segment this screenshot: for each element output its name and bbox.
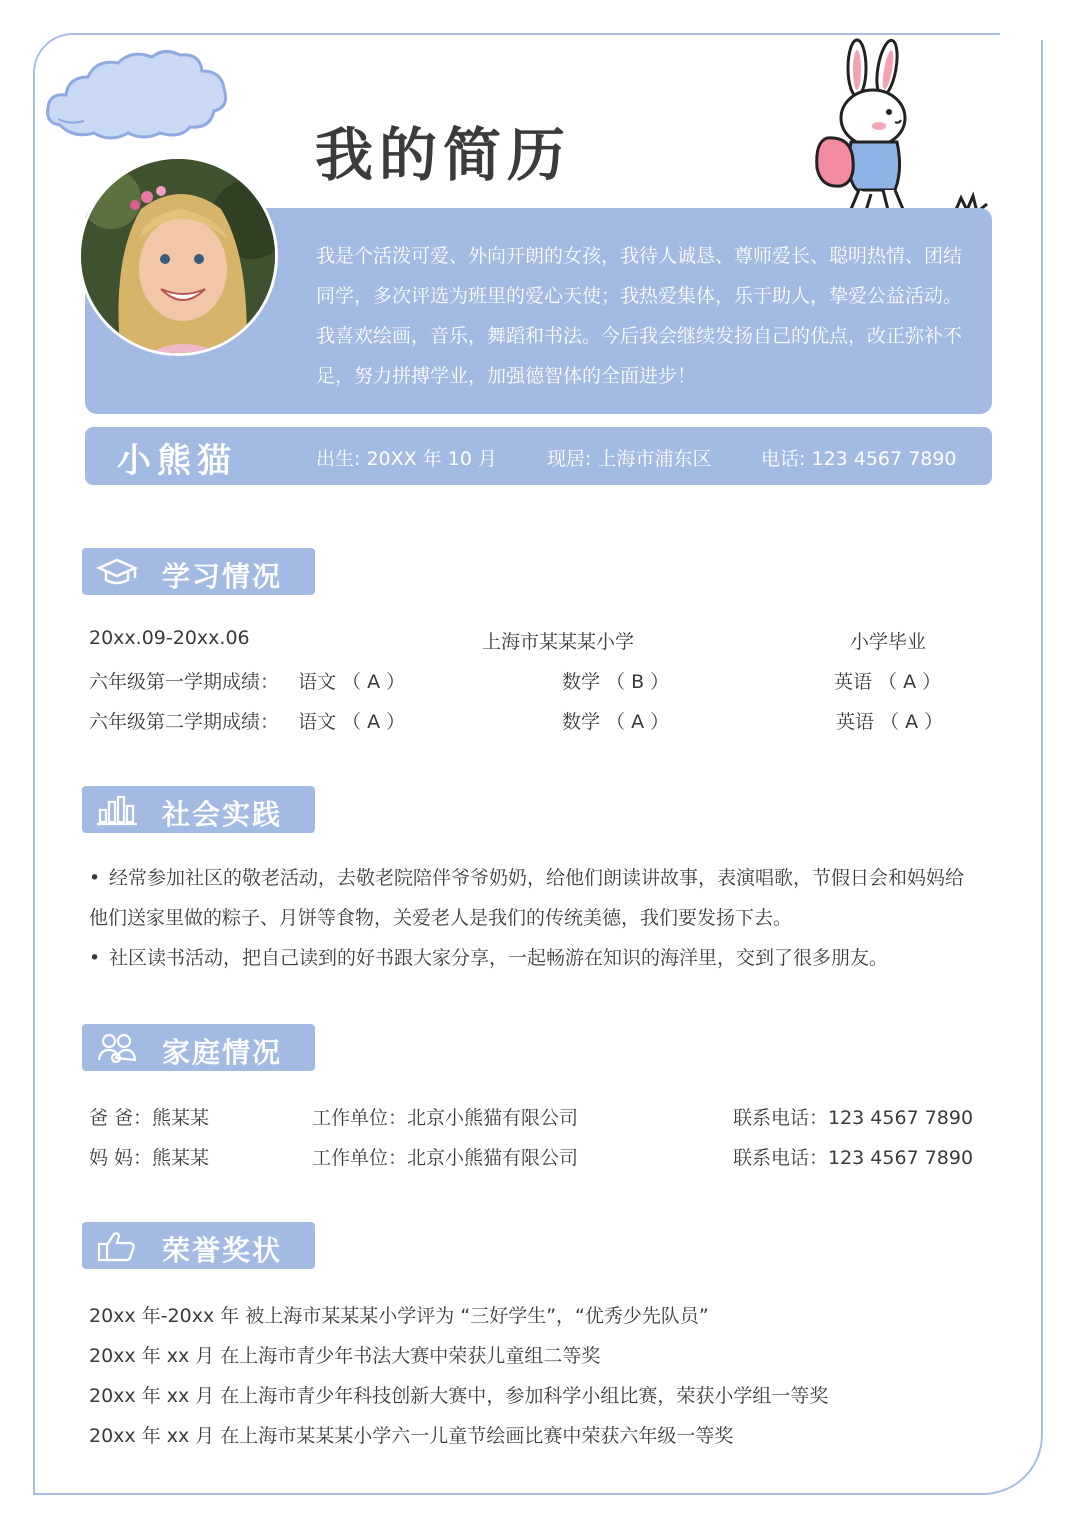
family-mother-relation: 妈 妈：熊某某	[89, 1147, 210, 1169]
residence-info: 现居: 上海市浦东区	[547, 448, 712, 470]
people-icon	[96, 1032, 138, 1064]
honor-item-4: 20xx 年 xx 月 在上海市某某某小学六一儿童节绘画比赛中荣获六年级一等奖	[89, 1425, 734, 1447]
term2-chinese: 语文 （ A ）	[298, 711, 406, 733]
family-father-phone: 联系电话：123 4567 7890	[733, 1107, 974, 1129]
birth-info: 出生: 20XX 年 10 月	[316, 448, 497, 470]
family-father-work: 工作单位：北京小熊猫有限公司	[312, 1107, 579, 1129]
term2-label: 六年级第二学期成绩：	[89, 711, 280, 733]
intro-text: 我是个活泼可爱、外向开朗的女孩，我待人诚恳、尊师爱长、聪明热情、团结同学，多次评选为班里的爱心天使；我热爱集体，乐于助人，挚爱公益活动。我喜欢绘画，音乐，舞蹈和书法。今后我会继续发扬自己的优点，改正弥补不足，努力拼搏学业，加强德智体的全面进步！	[316, 245, 963, 387]
student-name: 小熊猫	[117, 441, 237, 481]
section-practice-title: 社会实践	[162, 798, 283, 831]
section-honors-title: 荣誉奖状	[162, 1234, 283, 1267]
cloud-icon	[40, 45, 240, 145]
bunny-icon	[805, 38, 995, 220]
term1-chinese: 语文 （ A ）	[298, 671, 406, 693]
graduation-cap-icon	[96, 556, 138, 588]
education-school: 上海市某某某小学	[482, 631, 635, 653]
portrait-image	[81, 159, 278, 356]
frame-gap	[1000, 20, 1060, 40]
practice-item-2	[89, 938, 979, 978]
section-education-title: 学习情况	[162, 560, 283, 593]
section-honors-header	[82, 1222, 315, 1269]
section-practice-header	[82, 786, 315, 833]
section-family-header	[82, 1024, 315, 1071]
term1-english: 英语 （ A ）	[834, 671, 942, 693]
bullet: •	[89, 947, 101, 969]
honor-item-1: 20xx 年-20xx 年 被上海市某某某小学评为 “三好学生”，“优秀少先队员”	[89, 1305, 709, 1327]
term2-math: 数学 （ A ）	[562, 711, 670, 733]
honor-item-2: 20xx 年 xx 月 在上海市青少年书法大赛中荣获儿童组二等奖	[89, 1345, 601, 1367]
profile-bar	[85, 427, 992, 485]
section-family-title: 家庭情况	[162, 1036, 283, 1069]
education-period: 20xx.09-20xx.06	[89, 627, 250, 649]
thumbs-up-icon	[96, 1230, 138, 1262]
page-title: 我的简历	[315, 121, 572, 189]
term1-math: 数学 （ B ）	[562, 671, 670, 693]
family-mother-work: 工作单位：北京小熊猫有限公司	[312, 1147, 579, 1169]
honor-item-3: 20xx 年 xx 月 在上海市青少年科技创新大赛中，参加科学小组比赛，荣获小学组一等奖	[89, 1385, 829, 1407]
phone-info: 电话: 123 4567 7890	[761, 448, 957, 470]
bar-chart-icon	[96, 794, 138, 826]
education-status: 小学毕业	[850, 631, 927, 653]
family-mother-phone: 联系电话：123 4567 7890	[733, 1147, 974, 1169]
bullet: •	[89, 867, 101, 889]
family-father-relation: 爸 爸：熊某某	[89, 1107, 210, 1129]
practice-item-1-text: 经常参加社区的敬老活动，去敬老院陪伴爷爷奶奶，给他们朗读讲故事，表演唱歌，节假日会和妈妈给他们送家里做的粽子、月饼等食物，关爱老人是我们的传统美德，我们要发扬下去。	[89, 867, 965, 929]
practice-item-2-text: 社区读书活动，把自己读到的好书跟大家分享，一起畅游在知识的海洋里，交到了很多朋友。	[109, 947, 889, 969]
avatar	[78, 156, 278, 356]
term1-label: 六年级第一学期成绩：	[89, 671, 280, 693]
practice-item-1	[89, 858, 979, 938]
term2-english: 英语 （ A ）	[836, 711, 944, 733]
section-education-header	[82, 548, 315, 595]
